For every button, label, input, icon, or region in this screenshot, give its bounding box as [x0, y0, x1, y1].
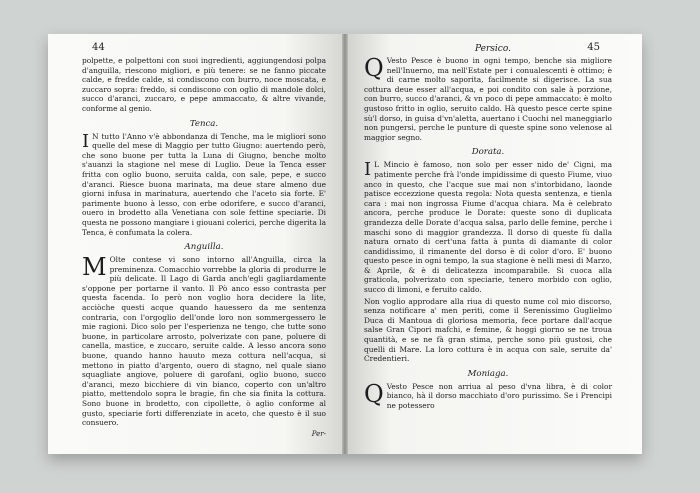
persico-text: Vesto Pesce è buono in ogni tempo, benche sia migliore nell'Inuerno, ma nell'Estate per i conualescenti è ottimo; è di carne molto saporita, facilmente si digerisce. La sua cottura deue esser all'acqua, e poi condito con sale à porzione, con burro, succo d'aranci, & vn poco di pepe ammaccato: è molto gustoso fritto in oglio, seruito caldo. Hà questo pesce certe spine sù'l dorso, in guisa d'vn'aletta, auertano i Cuochi nel maneggiarlo non pungersi, perche le punture di queste spine sono velenose al maggior segno. — [364, 56, 612, 142]
tenca-text: N tutto l'Anno v'è abbondanza di Tenche, ma le migliori sono quelle del mese di Maggio per tutto Giugno: auertendo però, che sono buone per tutta la Luna di Giugno, benche molto s'auanzi la stagione nel mese di Luglio. Deue la Tenca esser fritta con oglio buono, seruita calda, con sale, pepe, e succo d'aranci. Riesce buona marinata, ma deue stare almeno due giorni infusa in marinatura, auertendo che l'aceto sia forte. E' parimente buono à lesso, con erbe odorifere, e succo d'aranci, ouero in brodetto alla Venetiana con sole fettine speciarie. Di questa ne possono mangiare i giouani colerici, perche digerita la Tenca, è confumata la colera. — [82, 131, 326, 237]
dorata-text: L Mincio è famoso, non solo per esser nido de' Cigni, ma patimente perche frà l'onde impidissime di questo Fiume, viuo anco in questo, che l'acque sue mai non s'intorbidano, laonde patisce eccezzione questa regola: Nota questa sentenza, e tienla cara : mai non ingrossa Fiume d'acqua chiara. Ma è celebrato ancora, perche produce le Dorate: queste sono di duplicata grandezza delle Dorate d'acqua salsa, parlo delle femine, perche i maschi sono di maggior grandezza. Il dorso di queste fù dalla natura ornato di cert'una fatta à punta di diamante di color candidissimo, il rimanente del dorso è di color d'oro. E' buono questo pesce in ogni tempo, la sua stagione è nelli mesi di Marzo, & Aprile, & è di delicatezza incomparabile. Si cuoca alla graticola, polverizato con speciarie, tenero morbido con oglio, succo di limoni, e feruito caldo. — [364, 160, 612, 295]
section-heading-dorata: Dorata. — [471, 147, 505, 158]
moniaga-text: Vesto Pesce non arriua al peso d'vna libra, è di color bianco, hà il dorso macchiato d'oro purissimo. Se i Prencipi ne potessero — [386, 381, 612, 410]
drop-cap-initial: Q — [364, 54, 384, 82]
drop-cap-initial: I — [364, 159, 372, 181]
book-gutter — [342, 34, 348, 454]
tenca-paragraph — [82, 132, 326, 238]
section-heading-moniaga: Moniaga. — [467, 368, 509, 379]
section-heading-tenca: Tenca. — [189, 118, 219, 129]
moniaga-paragraph — [364, 379, 612, 411]
open-book — [48, 34, 642, 454]
dorata-paragraph — [364, 160, 612, 294]
anguilla-paragraph — [82, 255, 326, 428]
anguilla-text: Olte contese vi sono intorno all'Anguilla, circa la preminenza. Comacchio vorrebbe la gloria di produrre le più delicate. Il Lago di Garda anch'egli gagliardamente s'oppone per portarne il vanto. Il Pò anco esso contrasta per questa facenda. Io però non voglio hora decidere la lite, acciòche questi acque quando hauessero da me sentenza contraria, con l'orgoglio dell'onde loro non sommergessero le mie ragioni. Dico solo per l'esperienza ne tengo, che tutte sono buone, in particolare arrosto, polverizate con pane, poluere di canella, mastice, e zuccaro, seruite calde. A lesso ancora sono buone, quando hanno hauuto meza cottura nell'acqua, si mettono in piatto d'argento, ouero di stagno, nel quale siano squagliate angiove, poluere di garofani, oglio buono, succo d'aranci, mezo bicchiere di vin bianco, coperto con un'altro piatto, mettendolo sopra le bragie, fin che sia finita la cottura. Sono buone in brodetto, con cipollette, ò aglio conforme al gusto, speciarie forti differenziate in aceto, che questo è il suo consuero. — [82, 255, 326, 428]
left-intro-paragraph: polpette, e polpettoni con suoi ingredienti, aggiungendosi polpa d'anguilla, riescono migliori, e più tenere: se ne fanno piccate calde, e fredde calde, si condiscono con burro, noce moscata, e zuccaro sopra: freddo, si condiscono con oglio di mandole dolci, succo d'aranci, zuccaro, e pepe ammaccato, & altre vivande, conforme al genio. — [82, 56, 326, 113]
dorata-paragraph-2: Non voglio approdare alla riua di questo nume col mio discorso, senza notificare a' men periti, come il Serenissimo Guglielmo Duca di Mantoua di gloriosa memoria, fece portare dall'acque salse Gran Cipori mafchi, e femine, & hoggi giorno se ne troua quantità, e se ne fà gran stima, perche sono più gustosi, che quelli di Mare. La loro cottura è in acqua con sale, seruite da' Credentieri. — [364, 296, 612, 364]
right-page-number: 45 — [587, 42, 600, 53]
right-page — [344, 34, 642, 454]
left-page-number: 44 — [92, 42, 105, 53]
drop-cap-initial: Q — [364, 379, 384, 408]
drop-cap-initial: M — [82, 253, 107, 282]
drop-cap-initial: I — [82, 130, 90, 152]
left-page — [48, 34, 344, 454]
section-heading-anguilla: Anguilla. — [184, 242, 224, 253]
persico-paragraph — [364, 56, 612, 142]
running-head: Persico. — [475, 44, 511, 54]
left-catchword: Per- — [311, 429, 326, 438]
